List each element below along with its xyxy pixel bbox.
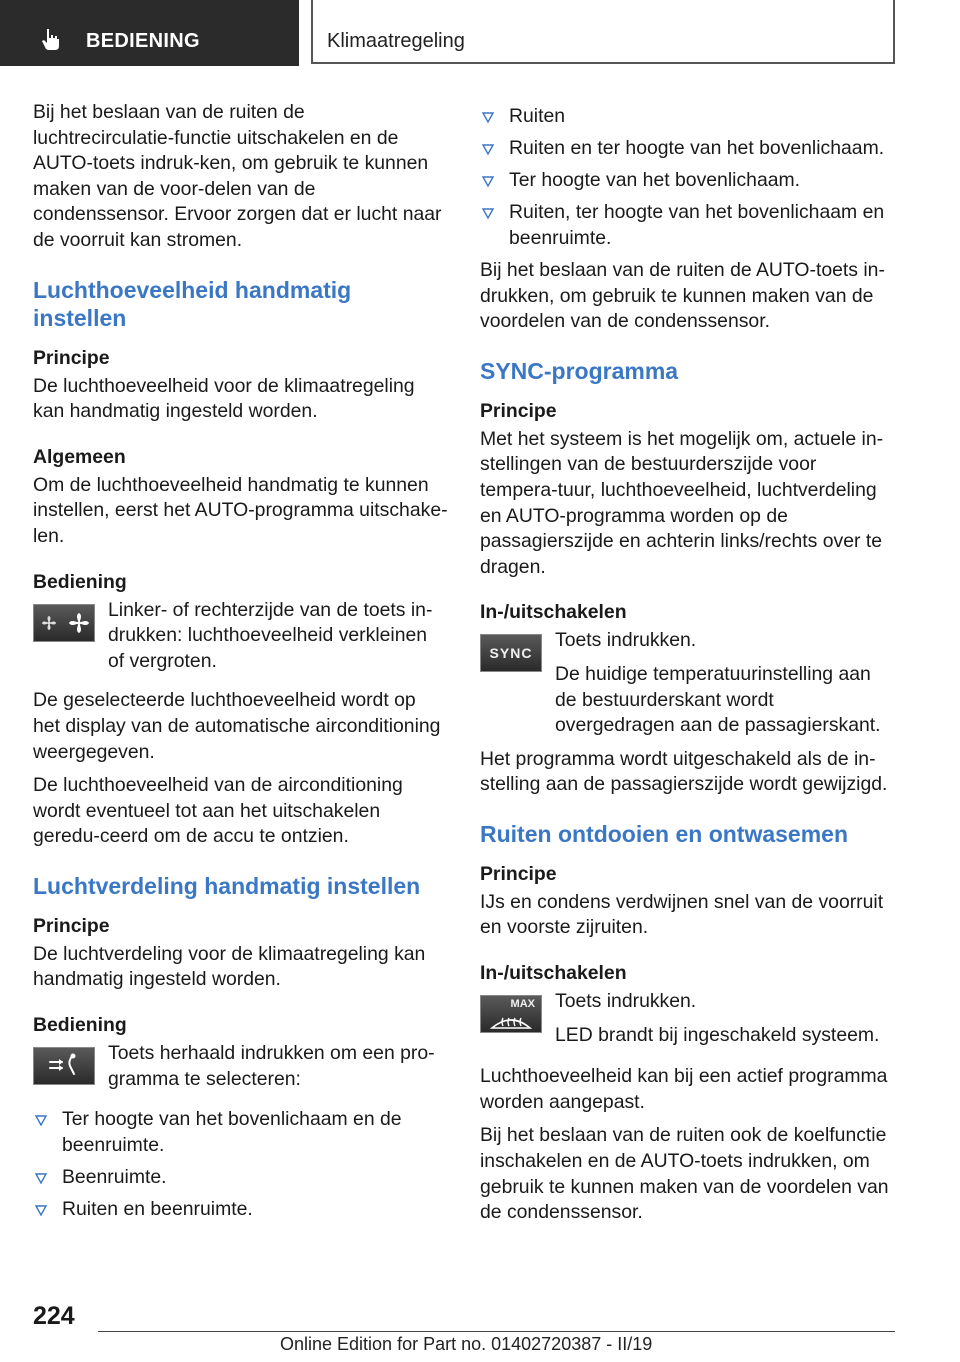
triangle-bullet-icon <box>482 143 494 155</box>
paragraph: IJs en condens verdwijnen snel van de voorruit en voorste zijruiten. <box>480 890 884 939</box>
paragraph: Toets indrukken. <box>555 629 697 652</box>
triangle-bullet-icon <box>35 1114 47 1126</box>
paragraph: Met het systeem is het mogelijk om, actuele in-stellingen van de bestuurderszijde voor tempera-tuur, luchthoeveelheid, luchtverdeling en AUTO-programma worden op de passagierszijde en achterin links/rechts over te dragen. <box>480 427 884 578</box>
subheading-algemeen: Algemeen <box>33 445 126 468</box>
subheading-bediening: Bediening <box>33 1014 127 1037</box>
max-defrost-button-image <box>480 995 542 1033</box>
header-section-tab <box>0 0 299 66</box>
paragraph: De luchthoeveelheid van de airconditioning wordt eventueel tot aan het uitschakelen geredu-ceerd om de accu te ontzien. <box>33 774 403 848</box>
fan-button-row <box>33 598 448 675</box>
subheading-bediening: Bediening <box>33 570 127 593</box>
triangle-bullet-icon <box>482 207 494 219</box>
max-button-label: MAX <box>510 997 535 1010</box>
list-item: Ruiten en beenruimte. <box>33 1197 448 1223</box>
windshield-defrost-icon <box>489 1010 533 1030</box>
paragraph: Toets indrukken. <box>555 990 697 1013</box>
triangle-bullet-icon <box>482 175 494 187</box>
list-item: Beenruimte. <box>33 1165 448 1191</box>
paragraph: Om de luchthoeveelheid handmatig te kunnen instellen, eerst het AUTO-programma uitschake-len. <box>33 473 448 547</box>
list-item: Ruiten, ter hoogte van het bovenlichaam en beenruimte. <box>480 200 895 251</box>
triangle-bullet-icon <box>35 1204 47 1216</box>
subheading-in-uitschakelen: In-/uitschakelen <box>480 962 627 985</box>
edition-footer: Online Edition for Part no. 01402720387 - II/19 <box>280 1334 653 1354</box>
heading-luchthoeveelheid: Luchthoeveelheid handmatig instellen <box>33 276 352 331</box>
paragraph: De huidige temperatuurinstelling aan de bestuurderskant wordt overgedragen aan de passagierskant. <box>555 662 881 737</box>
paragraph: Linker- of rechterzijde van de toets in-drukken: luchthoeveelheid verkleinen of vergroten. <box>108 598 433 672</box>
paragraph: De geselecteerde luchthoeveelheid wordt op het display van de automatische airconditioning weergegeven. <box>33 689 441 763</box>
triangle-bullet-icon <box>482 111 494 123</box>
chapter-title: Klimaatregeling <box>327 30 465 52</box>
sync-button-label: SYNC <box>489 645 533 662</box>
list-item: Ruiten en ter hoogte van het bovenlichaam. <box>480 136 895 162</box>
paragraph: LED brandt bij ingeschakeld systeem. <box>555 1023 880 1046</box>
list-item: Ter hoogte van het bovenlichaam en de beenruimte. <box>33 1107 448 1158</box>
paragraph: De luchthoeveelheid voor de klimaatregeling kan handmatig ingesteld worden. <box>33 374 415 423</box>
heading-ruiten-ontdooien: Ruiten ontdooien en ontwasemen <box>480 820 849 847</box>
triangle-bullet-icon <box>35 1172 47 1184</box>
max-button-row <box>480 989 895 1048</box>
subheading-principe: Principe <box>480 399 557 422</box>
subheading-principe: Principe <box>33 914 110 937</box>
hand-pointer-icon <box>38 26 64 52</box>
paragraph: Bij het beslaan van de ruiten ook de koelfunctie inschakelen en de AUTO-toets indrukken, om gebruik te kunnen maken van de voordelen van de condenssensor. <box>480 1124 889 1224</box>
program-list <box>33 1107 448 1222</box>
right-column <box>480 100 895 1226</box>
subheading-principe: Principe <box>480 862 557 885</box>
paragraph: De luchtverdeling voor de klimaatregeling kan handmatig ingesteld worden. <box>33 942 426 991</box>
section-title: BEDIENING <box>86 30 200 52</box>
paragraph: Luchthoeveelheid kan bij een actief programma worden aangepast. <box>480 1065 888 1113</box>
paragraph: Toets herhaald indrukken om een pro-gramma te selecteren: <box>108 1042 435 1090</box>
fan-button-image <box>33 604 95 642</box>
program-list-continued <box>480 104 895 251</box>
subheading-principe: Principe <box>33 346 110 369</box>
airflow-button-image <box>33 1047 95 1085</box>
air-distribution-icon <box>44 1052 84 1080</box>
paragraph: Het programma wordt uitgeschakeld als de in-stelling aan de passagierszijde wordt gewijzigd. <box>480 747 888 796</box>
airflow-button-row <box>33 1041 448 1093</box>
list-item: Ruiten <box>480 104 895 130</box>
fan-icon <box>36 610 92 636</box>
page-number: 224 <box>33 1302 75 1330</box>
paragraph: Bij het beslaan van de ruiten de AUTO-toets in-drukken, om gebruik te kunnen maken van de voordelen van de condenssensor. <box>480 258 885 333</box>
list-item: Ter hoogte van het bovenlichaam. <box>480 168 895 194</box>
footer-divider <box>98 1331 895 1332</box>
header-chapter-box <box>311 0 895 64</box>
sync-button-image <box>480 634 542 672</box>
intro-paragraph: Bij het beslaan van de ruiten de luchtrecirculatie-functie uitschakelen en de AUTO-toets indruk-ken, om gebruik te kunnen maken van de voor-delen van de condenssensor. Ervoor zorgen dat er lucht naar de voorruit kan stromen. <box>33 101 442 251</box>
heading-luchtverdeling: Luchtverdeling handmatig instellen <box>33 872 421 899</box>
sync-button-row <box>480 628 895 738</box>
subheading-in-uitschakelen: In-/uitschakelen <box>480 601 627 624</box>
heading-sync: SYNC-programma <box>480 357 679 384</box>
left-column <box>33 100 448 1229</box>
